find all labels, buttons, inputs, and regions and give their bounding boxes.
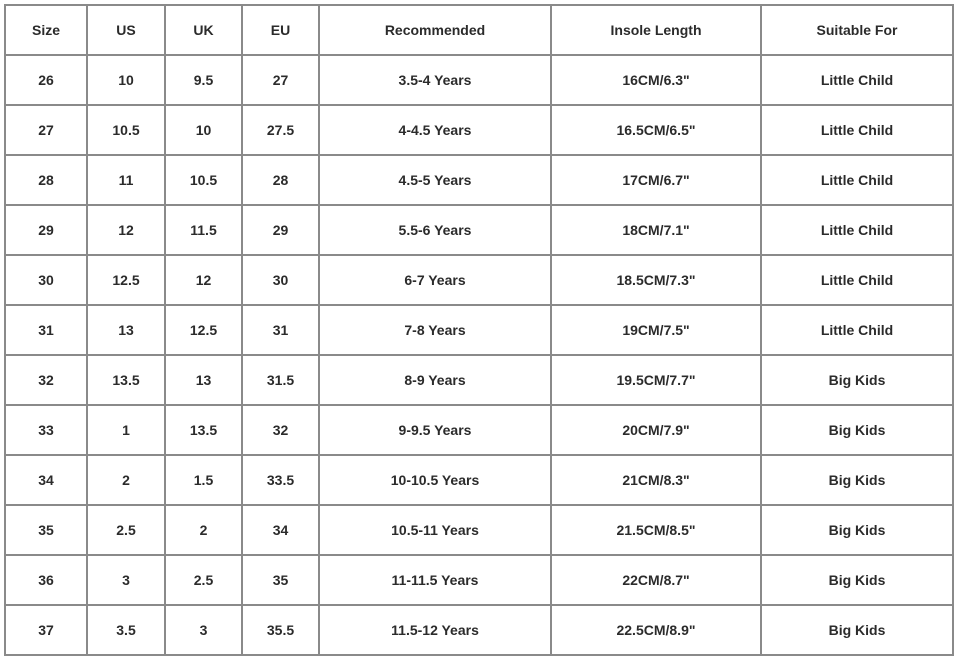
cell-recommended: 5.5-6 Years xyxy=(319,205,551,255)
cell-uk: 10.5 xyxy=(165,155,242,205)
cell-recommended: 4-4.5 Years xyxy=(319,105,551,155)
cell-uk: 11.5 xyxy=(165,205,242,255)
cell-uk: 13 xyxy=(165,355,242,405)
cell-suitable-for: Big Kids xyxy=(761,355,953,405)
cell-eu: 35.5 xyxy=(242,605,319,655)
cell-recommended: 11-11.5 Years xyxy=(319,555,551,605)
cell-insole-length: 19.5CM/7.7" xyxy=(551,355,761,405)
cell-insole-length: 22.5CM/8.9" xyxy=(551,605,761,655)
cell-recommended: 8-9 Years xyxy=(319,355,551,405)
table-row xyxy=(5,555,953,605)
cell-insole-length: 22CM/8.7" xyxy=(551,555,761,605)
cell-us: 12.5 xyxy=(87,255,165,305)
header-eu: EU xyxy=(242,5,319,55)
cell-uk: 12.5 xyxy=(165,305,242,355)
cell-suitable-for: Little Child xyxy=(761,105,953,155)
cell-eu: 29 xyxy=(242,205,319,255)
table-row xyxy=(5,605,953,655)
cell-suitable-for: Big Kids xyxy=(761,455,953,505)
cell-us: 10.5 xyxy=(87,105,165,155)
cell-insole-length: 21.5CM/8.5" xyxy=(551,505,761,555)
cell-recommended: 9-9.5 Years xyxy=(319,405,551,455)
cell-uk: 3 xyxy=(165,605,242,655)
cell-size: 31 xyxy=(5,305,87,355)
cell-eu: 27.5 xyxy=(242,105,319,155)
table-row xyxy=(5,305,953,355)
cell-insole-length: 19CM/7.5" xyxy=(551,305,761,355)
table-row xyxy=(5,455,953,505)
table-body xyxy=(5,55,953,655)
cell-suitable-for: Little Child xyxy=(761,305,953,355)
cell-size: 26 xyxy=(5,55,87,105)
cell-recommended: 6-7 Years xyxy=(319,255,551,305)
cell-us: 13 xyxy=(87,305,165,355)
table-row xyxy=(5,355,953,405)
cell-size: 37 xyxy=(5,605,87,655)
cell-eu: 28 xyxy=(242,155,319,205)
cell-size: 29 xyxy=(5,205,87,255)
table-row xyxy=(5,505,953,555)
header-recommended: Recommended xyxy=(319,5,551,55)
cell-recommended: 10.5-11 Years xyxy=(319,505,551,555)
cell-suitable-for: Big Kids xyxy=(761,555,953,605)
cell-eu: 30 xyxy=(242,255,319,305)
cell-eu: 31 xyxy=(242,305,319,355)
header-size: Size xyxy=(5,5,87,55)
cell-size: 33 xyxy=(5,405,87,455)
cell-uk: 9.5 xyxy=(165,55,242,105)
cell-suitable-for: Big Kids xyxy=(761,605,953,655)
header-us: US xyxy=(87,5,165,55)
table-row xyxy=(5,105,953,155)
cell-uk: 12 xyxy=(165,255,242,305)
cell-recommended: 7-8 Years xyxy=(319,305,551,355)
cell-us: 10 xyxy=(87,55,165,105)
cell-recommended: 11.5-12 Years xyxy=(319,605,551,655)
cell-size: 27 xyxy=(5,105,87,155)
cell-suitable-for: Big Kids xyxy=(761,405,953,455)
cell-insole-length: 20CM/7.9" xyxy=(551,405,761,455)
cell-size: 28 xyxy=(5,155,87,205)
cell-eu: 31.5 xyxy=(242,355,319,405)
cell-us: 2 xyxy=(87,455,165,505)
cell-uk: 13.5 xyxy=(165,405,242,455)
size-table xyxy=(4,4,954,656)
table-row xyxy=(5,55,953,105)
cell-insole-length: 17CM/6.7" xyxy=(551,155,761,205)
cell-eu: 35 xyxy=(242,555,319,605)
cell-size: 30 xyxy=(5,255,87,305)
cell-us: 12 xyxy=(87,205,165,255)
cell-suitable-for: Big Kids xyxy=(761,505,953,555)
cell-uk: 2.5 xyxy=(165,555,242,605)
cell-us: 2.5 xyxy=(87,505,165,555)
cell-suitable-for: Little Child xyxy=(761,255,953,305)
header-row xyxy=(5,5,953,55)
cell-insole-length: 16CM/6.3" xyxy=(551,55,761,105)
cell-eu: 27 xyxy=(242,55,319,105)
cell-suitable-for: Little Child xyxy=(761,205,953,255)
header-suitable-for: Suitable For xyxy=(761,5,953,55)
cell-size: 36 xyxy=(5,555,87,605)
cell-us: 3 xyxy=(87,555,165,605)
cell-recommended: 3.5-4 Years xyxy=(319,55,551,105)
header-insole-length: Insole Length xyxy=(551,5,761,55)
cell-insole-length: 18CM/7.1" xyxy=(551,205,761,255)
cell-insole-length: 18.5CM/7.3" xyxy=(551,255,761,305)
cell-uk: 1.5 xyxy=(165,455,242,505)
cell-insole-length: 16.5CM/6.5" xyxy=(551,105,761,155)
table-row xyxy=(5,405,953,455)
cell-size: 32 xyxy=(5,355,87,405)
header-uk: UK xyxy=(165,5,242,55)
table-row xyxy=(5,155,953,205)
cell-size: 34 xyxy=(5,455,87,505)
cell-recommended: 10-10.5 Years xyxy=(319,455,551,505)
size-chart xyxy=(4,4,952,655)
table-row xyxy=(5,255,953,305)
cell-suitable-for: Little Child xyxy=(761,55,953,105)
cell-us: 3.5 xyxy=(87,605,165,655)
cell-size: 35 xyxy=(5,505,87,555)
cell-us: 11 xyxy=(87,155,165,205)
table-row xyxy=(5,205,953,255)
cell-suitable-for: Little Child xyxy=(761,155,953,205)
cell-us: 13.5 xyxy=(87,355,165,405)
cell-uk: 2 xyxy=(165,505,242,555)
cell-recommended: 4.5-5 Years xyxy=(319,155,551,205)
cell-uk: 10 xyxy=(165,105,242,155)
cell-eu: 33.5 xyxy=(242,455,319,505)
cell-eu: 32 xyxy=(242,405,319,455)
cell-us: 1 xyxy=(87,405,165,455)
cell-eu: 34 xyxy=(242,505,319,555)
cell-insole-length: 21CM/8.3" xyxy=(551,455,761,505)
